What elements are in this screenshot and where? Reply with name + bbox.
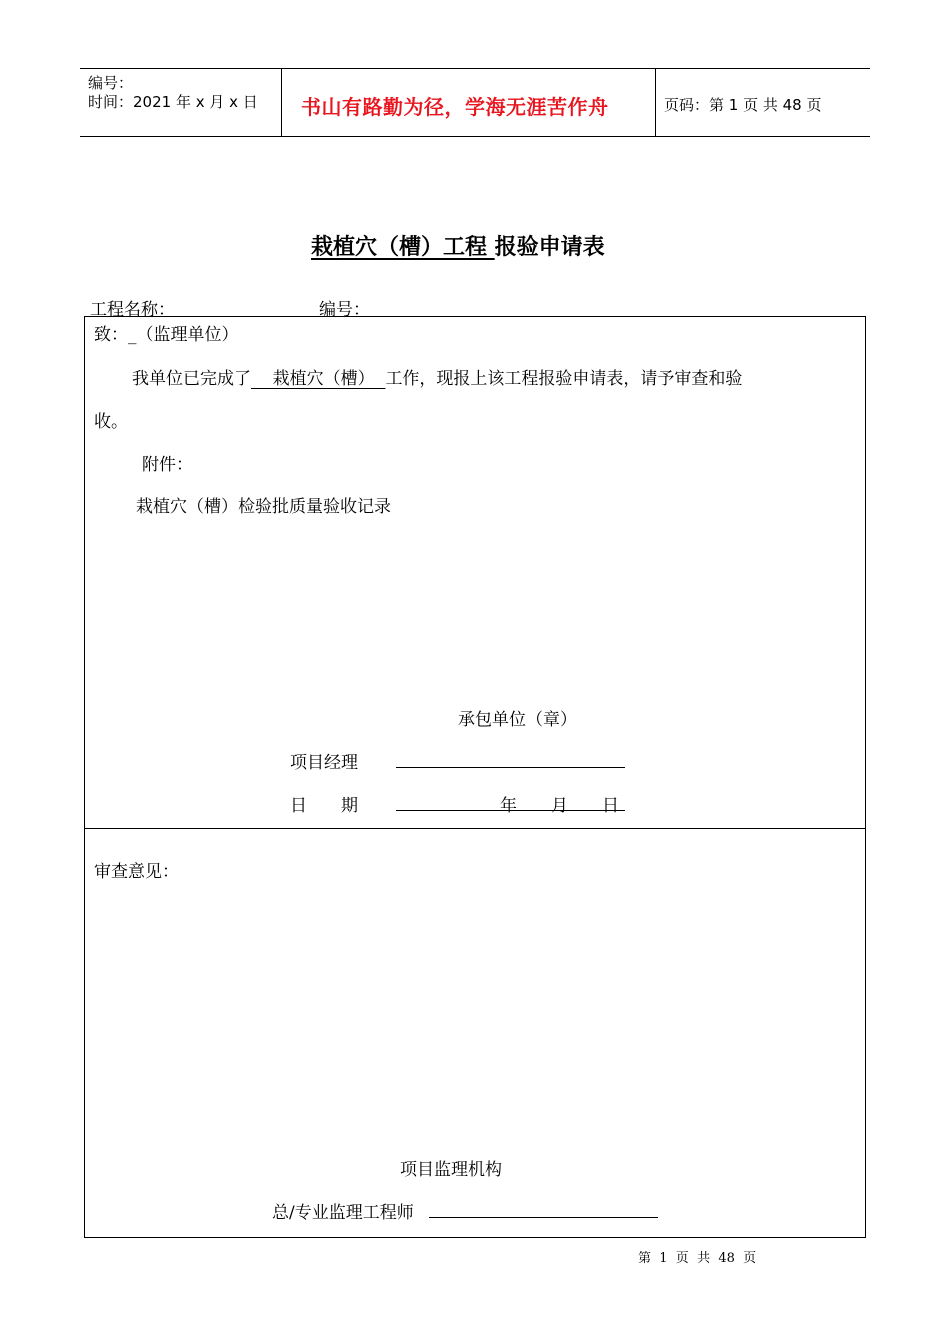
header-bottom-rule [80,136,870,137]
body-line [132,364,742,389]
section-divider [84,828,866,829]
attachment-label: 附件： [142,455,193,475]
date-fill: 年 月 日 [500,796,619,816]
body-suffix: 工作，现报上该工程报验申请表，请予审查和验 [385,369,743,389]
header-top-rule [80,68,870,69]
body-wrap: 收。 [94,412,128,432]
manager-label: 项目经理 [290,753,358,773]
header-divider-left [281,68,282,136]
review-label: 审查意见： [94,862,179,882]
supervision-org-label: 项目监理机构 [400,1160,502,1180]
contractor-label: 承包单位（章） [458,710,577,730]
manager-signature-line [396,767,625,768]
date-line [396,810,625,811]
body-filled-item: 栽植穴（槽） [251,369,386,389]
body-prefix: 我单位已完成了 [132,369,251,389]
attachment-item: 栽植穴（槽）检验批质量验收记录 [136,497,391,517]
title-project-name: 栽植穴（槽）工程 [311,235,495,260]
engineer-signature-line [429,1217,658,1218]
form-box [84,316,866,1238]
to-line: 致：_（监理单位） [94,325,239,345]
motto: 书山有路勤为径，学海无涯苦作舟 [301,95,609,119]
date-label: 日 期 [290,796,358,816]
header-divider-right [655,68,656,136]
engineer-label: 总/专业监理工程师 [272,1203,414,1223]
time-label: 时间：2021 年 x 月 x 日 [88,93,258,111]
page-info: 页码：第 1 页 共 48 页 [664,96,822,114]
page-title [311,230,605,261]
number-label: 编号： [319,300,370,320]
title-form-name: 报验申请表 [494,235,605,260]
page-footer: 第 1 页 共 48 页 [638,1251,757,1266]
doc-number-label: 编号： [88,74,134,92]
project-name-label: 工程名称： [90,300,175,320]
